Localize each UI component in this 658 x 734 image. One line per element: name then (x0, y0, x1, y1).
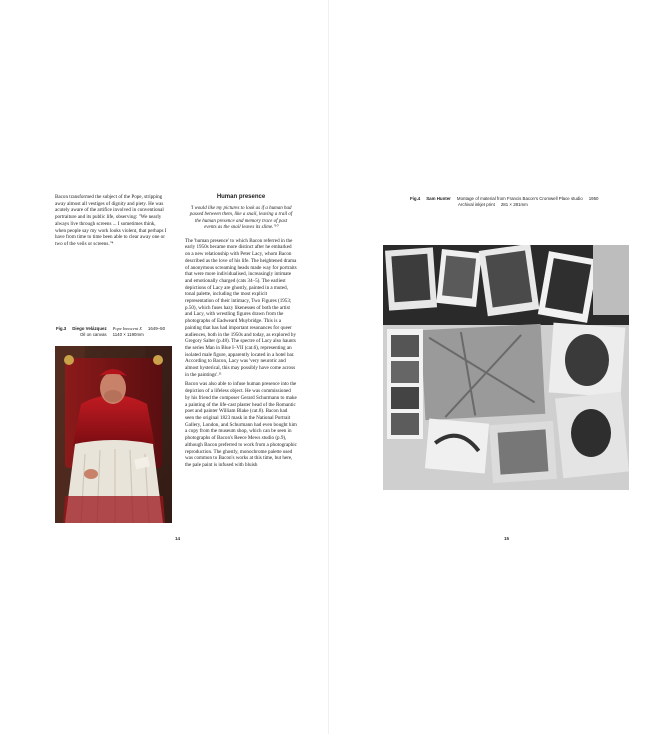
figure-3-artist: Diego Velázquez (72, 326, 107, 331)
figure-3-number: Fig.3 (56, 326, 67, 331)
epigraph-quote: 'I would like my pictures to look as if a human had passed between them, like a snail, leaving a trail of the human presence and memory trace of past events as the snail leaves its slime.'¹⁰ (189, 205, 293, 231)
figure-4-medium: Archival inkjet print (458, 201, 495, 207)
figure-4-artist: Sam Hunter (426, 196, 451, 201)
figure-3-date: 1649–50 (147, 326, 166, 331)
book-spine (328, 0, 329, 734)
page-number-right: 15 (504, 536, 510, 541)
figure-4-number: Fig.4 (410, 196, 421, 201)
figure-3-dimensions: 1140 × 1190mm (112, 331, 144, 337)
left-column-1 (55, 194, 167, 251)
figure-4-date: 1950 (588, 196, 599, 201)
figure-4-caption (410, 196, 620, 207)
studio-montage-photograph (383, 245, 629, 490)
intro-paragraph: Bacon transformed the subject of the Pope, stripping away almost all vestiges of dignity and piety. He was acutely aware of the artifice involved in conventional portraiture and its public life, observing: "We nearly always live through screens ... I sometimes think, when people say my work looks violent, that perhaps I have from time to time been able to clear away one or two of the veils or screens."⁴ (55, 194, 167, 247)
page-number-left: 14 (175, 536, 181, 541)
figure-3-medium: Oil on canvas (80, 331, 107, 337)
figure-4-dimensions: 281 × 281mm (500, 201, 528, 207)
montage-illustration (383, 245, 629, 490)
left-column-2 (185, 194, 297, 472)
body-paragraph-2: Bacon was also able to infuse human presence into the depiction of a lifeless object. He was commissioned by his friend the composer Gerard Schurmann to make a painting of the life-cast plaster head of the Romantic poet and painter William Blake (cat.8). Bacon had seen the original 1823 mask in the National Portrait Gallery, London, and Schurmann had even bought him a copy from the museum shop, which can be seen in photographs of Bacon's Reece Mews studio (p.9), although Bacon preferred to work from a photographic reproduction. The ghostly, monochrome palette used was common to Bacon's works at this time, but here, the pale paint is infused with bluish (185, 381, 297, 468)
figure-3-caption (56, 326, 174, 337)
pope-innocent-x-painting (55, 346, 172, 523)
figure-3-title: Pope Innocent X (112, 326, 142, 331)
section-heading: Human presence (216, 194, 266, 200)
pope-painting-illustration (55, 346, 172, 523)
figure-4-description: Montage of material from Francis Bacon's Cromwell Place studio (456, 196, 583, 201)
body-paragraph-1: The 'human presence' to which Bacon referred in the early 1950s became more distinct after he embarked on a new relationship with Peter Lacy, whom Bacon described as the love of his life. The heightened drama of anonymous screaming heads made way for portraits that were more individualised, increasingly intimate and emotionally charged (cats 34–5). The earliest depictions of Lacy are ghostly, painted in a muted, tonal palette, including the most explicit representation of their intimacy, Two Figures (1953; p.50), which fuses hazy likenesses of both the artist and Lacy, with wrestling figures drawn from the photographs of Eadweard Muybridge. This is a painting that has had important resonances for queer audiences, both in the 1950s and today, as explored by Gregory Salter (p.48). The spectre of Lacy also haunts the series Man in Blue I–VII (cat.6), representing an isolated male figure, apparently located in a hotel bar. According to Bacon, Lacy was 'very neurotic and almost hysterical, this may possibly have come across in the paintings'.¹¹ (185, 237, 297, 378)
